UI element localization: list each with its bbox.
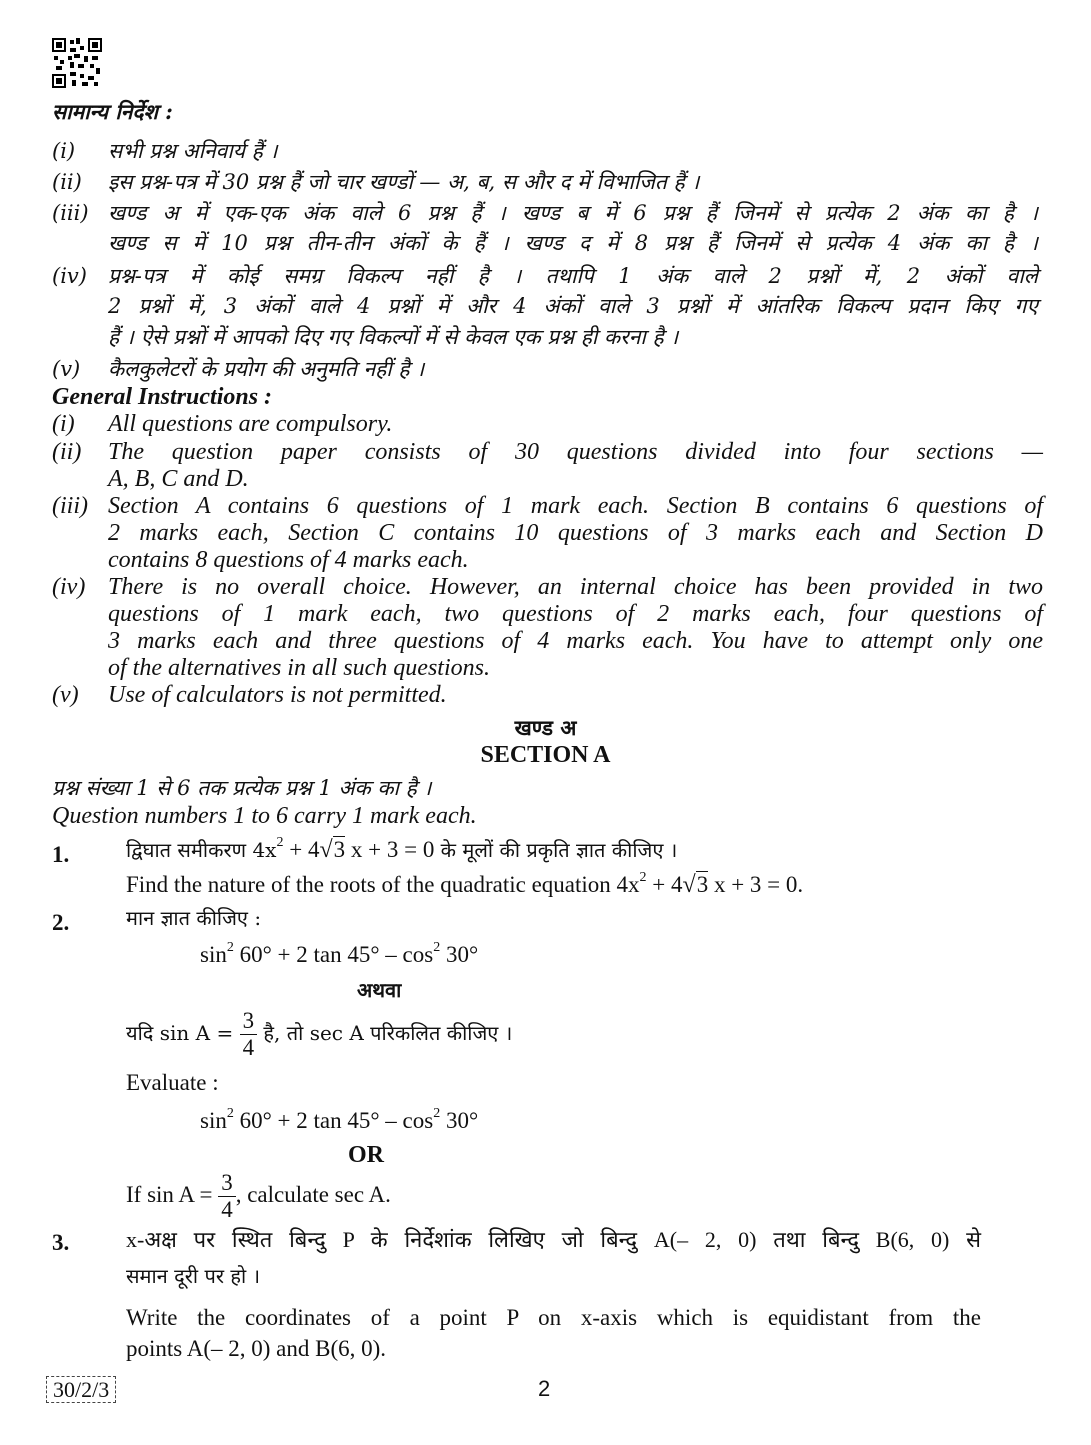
paper-code-text: 30/2/3: [46, 1376, 116, 1403]
q2-hindi-if-post: है, तो sec A परिकलित कीजिए ।: [257, 1020, 513, 1045]
question-number: 3.: [52, 1230, 70, 1255]
fraction-denominator: 4: [221, 1197, 233, 1222]
question-number: 2.: [52, 910, 70, 935]
q1-superscript: 2: [639, 870, 647, 886]
english-item-line: 2 marks each, Section C contains 10 questions of 3 marks each and Section D: [108, 520, 1043, 546]
hindi-item-line: खण्ड स में 10 प्रश्न तीन-तीन अंकों के हैं । खण्ड द में 8 प्रश्न हैं जिनमें से प्रत्येक 4 अंक का है ।: [108, 231, 1038, 255]
qr-code-icon: [52, 38, 102, 88]
q1-hindi-pre: द्विघात समीकरण 4x: [126, 838, 277, 862]
q2-expr-c: 30°: [440, 942, 479, 967]
q3-hindi-line: x-अक्ष पर स्थित बिन्दु P के निर्देशांक लिखिए जो बिन्दु A(– 2, 0) तथा बिन्दु B(6, 0) से: [126, 1227, 981, 1252]
hindi-item-num: (ii): [52, 170, 82, 194]
q1-english-pre: Find the nature of the roots of the quadratic equation 4x: [126, 872, 640, 897]
q1-hindi-post: के मूलों की प्रकृति ज्ञात कीजिए ।: [434, 838, 678, 862]
q2-english-expression: [200, 1108, 478, 1134]
q2-superscript: 2: [226, 1106, 234, 1122]
english-item-line: questions of 1 mark each, two questions of 2 marks each, four questions of: [108, 601, 1043, 627]
english-item-line: All questions are compulsory.: [108, 411, 393, 437]
english-item-num: (v): [52, 682, 79, 708]
hindi-instructions-title: सामान्य निर्देश :: [52, 99, 173, 124]
q1-eq-tail: x + 3 = 0: [708, 872, 798, 897]
q1-english-end: .: [797, 872, 804, 897]
q2-hindi-expression: [200, 942, 478, 968]
q2-english-label: Evaluate :: [126, 1070, 219, 1095]
hindi-item-line: इस प्रश्न-पत्र में 30 प्रश्न हैं जो चार खण्डों — अ, ब, स और द में विभाजित हैं ।: [108, 170, 700, 194]
q2-english-if: [126, 1170, 391, 1223]
english-item-line: of the alternatives in all such questions.: [108, 655, 490, 681]
hindi-item-num: (iv): [52, 264, 87, 288]
q3-hindi-line: समान दूरी पर हो ।: [126, 1264, 261, 1288]
q2-english-if-pre: If sin A =: [126, 1181, 219, 1207]
q1-superscript: 2: [276, 835, 284, 851]
english-item-line: contains 8 questions of 4 marks each.: [108, 547, 469, 573]
q2-hindi-if-pre: यदि sin A =: [126, 1020, 240, 1045]
fraction-numerator: 3: [240, 1008, 258, 1035]
q2-superscript: 2: [433, 1106, 441, 1122]
hindi-item-line: 2 प्रश्नों में, 3 अंकों वाले 4 प्रश्नों में और 4 अंकों वाले 3 प्रश्नों में आंतरिक विकल्प प्रदान किए गए: [108, 294, 1038, 318]
hindi-item-line: हैं । ऐसे प्रश्नों में आपको दिए गए विकल्पों में से केवल एक प्रश्न ही करना है ।: [108, 325, 679, 349]
section-hindi-note: प्रश्न संख्या 1 से 6 तक प्रत्येक प्रश्न 1 अंक का है ।: [52, 776, 432, 800]
q1-eq-mid: + 4: [283, 837, 320, 862]
english-item-num: (i): [52, 411, 75, 437]
q2-expr-b: 60° + 2 tan 45° – cos: [233, 942, 434, 967]
q2-english-or: OR: [348, 1142, 384, 1168]
hindi-item-num: (i): [52, 139, 76, 163]
english-item-line: 3 marks each and three questions of 4 marks each. You have to attempt only one: [108, 628, 1043, 654]
section-english-note: Question numbers 1 to 6 carry 1 mark each.: [52, 803, 477, 829]
paper-code: [46, 1377, 116, 1403]
q2-expr-a: sin: [200, 1108, 227, 1133]
fraction-denominator: 4: [242, 1035, 255, 1060]
q2-superscript: 2: [433, 940, 441, 956]
section-english-title: SECTION A: [480, 742, 611, 768]
english-item-line: Section A contains 6 questions of 1 mark each. Section B contains 6 questions of: [108, 493, 1043, 519]
hindi-item-num: (v): [52, 357, 81, 381]
q1-sqrt-arg: 3: [696, 872, 709, 897]
english-instructions-title: General Instructions :: [52, 384, 273, 410]
q2-hindi-label: मान ज्ञात कीजिए :: [126, 906, 262, 930]
q2-hindi-or: अथवा: [357, 978, 402, 1002]
english-item-line: The question paper consists of 30 questions divided into four sections —: [108, 439, 1043, 465]
fraction: [240, 1008, 258, 1061]
hindi-item-line: सभी प्रश्न अनिवार्य हैं ।: [108, 139, 278, 163]
hindi-item-line: खण्ड अ में एक-एक अंक वाले 6 प्रश्न हैं । खण्ड ब में 6 प्रश्न हैं जिनमें से प्रत्येक 2 अंक का है ।: [108, 201, 1038, 225]
q1-sqrt-arg: 3: [333, 837, 346, 862]
q1-eq-tail: x + 3 = 0: [345, 837, 435, 862]
q3-english-line: points A(– 2, 0) and B(6, 0).: [126, 1336, 387, 1361]
question-number: 1.: [52, 842, 70, 867]
english-item-num: (iv): [52, 574, 86, 600]
q1-hindi-text: द्विघात समीकरण $4x^2 + 4√3$ x + 3 = 0 के मूलों की प्रकृति ज्ञात कीजिए ।: [126, 835, 678, 863]
q1-eq-mid: + 4: [646, 872, 683, 897]
q2-expr-b: 60° + 2 tan 45° – cos: [233, 1108, 434, 1133]
english-item-num: (ii): [52, 439, 82, 465]
english-item-line: A, B, C and D.: [108, 466, 249, 492]
q2-hindi-if: [126, 1008, 512, 1061]
fraction-numerator: 3: [218, 1170, 236, 1197]
q2-expr-c: 30°: [440, 1108, 479, 1133]
english-item-line: There is no overall choice. However, an internal choice has been provided in two: [108, 574, 1043, 600]
english-item-line: Use of calculators is not permitted.: [108, 682, 447, 708]
q2-superscript: 2: [226, 940, 234, 956]
section-hindi-title: खण्ड अ: [514, 715, 577, 740]
hindi-item-num: (iii): [52, 201, 89, 225]
hindi-item-line: कैलकुलेटरों के प्रयोग की अनुमति नहीं है ।: [108, 357, 425, 381]
q2-expr-a: sin: [200, 942, 227, 967]
q1-english-text: Find the nature of the roots of the quadratic equation $4x^2 + 4√3$ x + 3 = 0.: [126, 870, 804, 898]
english-item-num: (iii): [52, 493, 88, 519]
fraction: [218, 1170, 236, 1223]
page-number: 2: [538, 1376, 551, 1401]
hindi-item-line: प्रश्न-पत्र में कोई समग्र विकल्प नहीं है । तथापि 1 अंक वाले 2 प्रश्नों में, 2 अंकों वाले: [108, 264, 1038, 288]
q2-english-if-post: , calculate sec A.: [235, 1181, 391, 1207]
q3-english-line: Write the coordinates of a point P on x-axis which is equidistant from the: [126, 1305, 981, 1330]
